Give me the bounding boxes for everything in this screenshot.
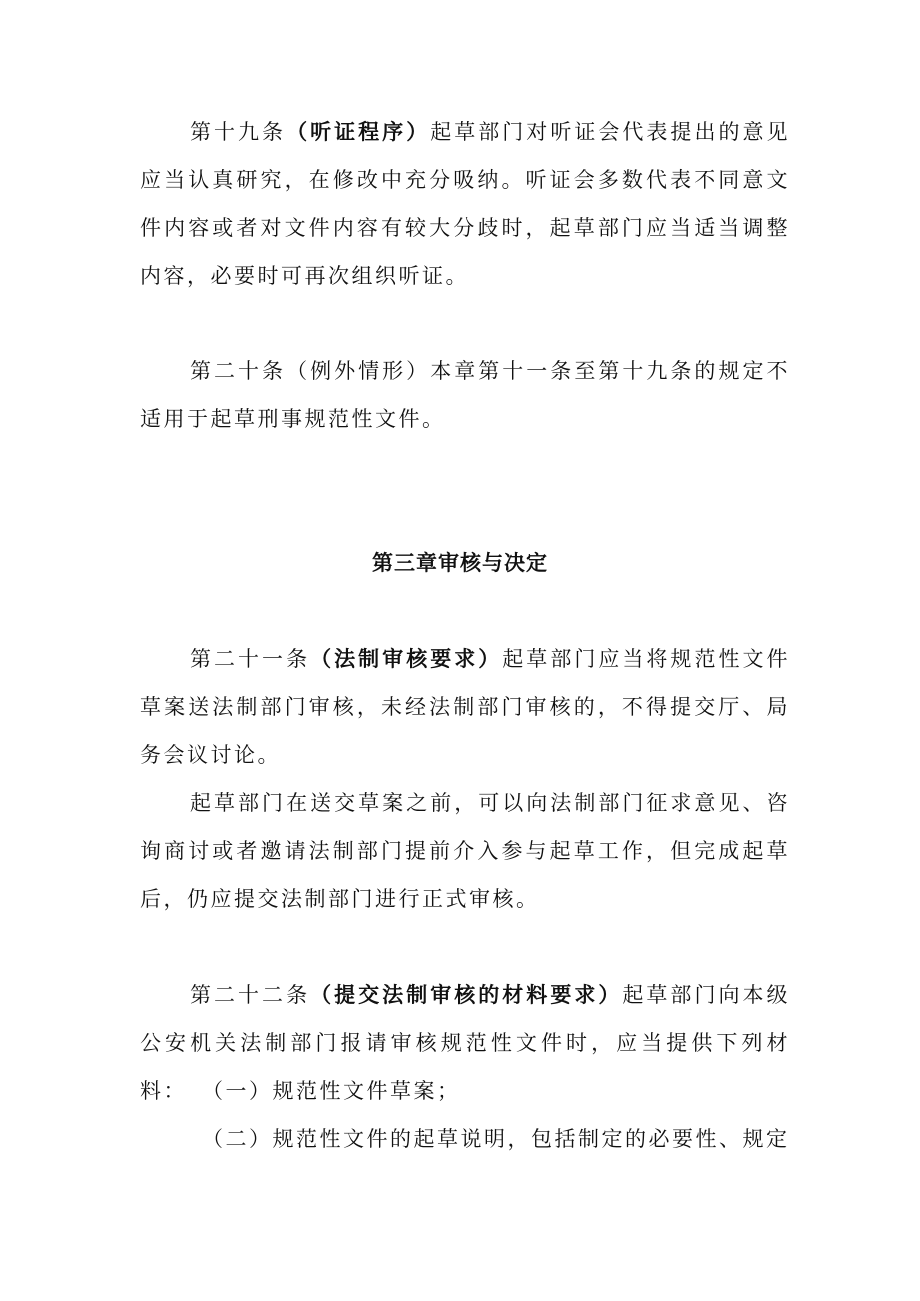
article-19-lead: 第十九条 xyxy=(190,120,287,144)
article-21 xyxy=(140,635,790,779)
article-22-body: 起草部门向本级公安机关法制部门报请审核规范性文件时，应当提供下列材料： xyxy=(140,983,791,1103)
article-19-body: 起草部门对听证会代表提出的意见应当认真研究，在修改中充分吸纳。听证会多数代表不同意文件内容或者对文件内容有较大分歧时，起草部门应当适当调整内容，必要时可再次组织听证。 xyxy=(140,120,791,288)
article-22-lead: 第二十二条 xyxy=(190,983,311,1007)
article-21-body: 起草部门应当将规范性文件草案送法制部门审核，未经法制部门审核的，不得提交厅、局务会议讨论。 xyxy=(140,647,791,767)
article-21-paragraph-2: 起草部门在送交草案之前，可以向法制部门征求意见、咨询商讨或者邀请法制部门提前介入参与起草工作，但完成起草后，仍应提交法制部门进行正式审核。 xyxy=(140,791,790,911)
article-21-lead: 第二十一条 xyxy=(190,647,311,671)
article-20: 第二十条（例外情形）本章第十一条至第十九条的规定不适用于起草刑事规范性文件。 xyxy=(140,359,790,431)
article-22-item-1: （一）规范性文件草案； xyxy=(202,1079,461,1103)
article-21-title: （法制审核要求） xyxy=(310,647,503,671)
article-19-title: （听证程序） xyxy=(286,120,431,144)
article-22-item-2: （二）规范性文件的起草说明，包括制定的必要性、规定 xyxy=(202,1127,790,1151)
chapter-3-title: 第三章审核与决定 xyxy=(372,551,548,575)
article-22-title: （提交法制审核的材料要求） xyxy=(310,983,623,1007)
article-19 xyxy=(140,108,790,300)
